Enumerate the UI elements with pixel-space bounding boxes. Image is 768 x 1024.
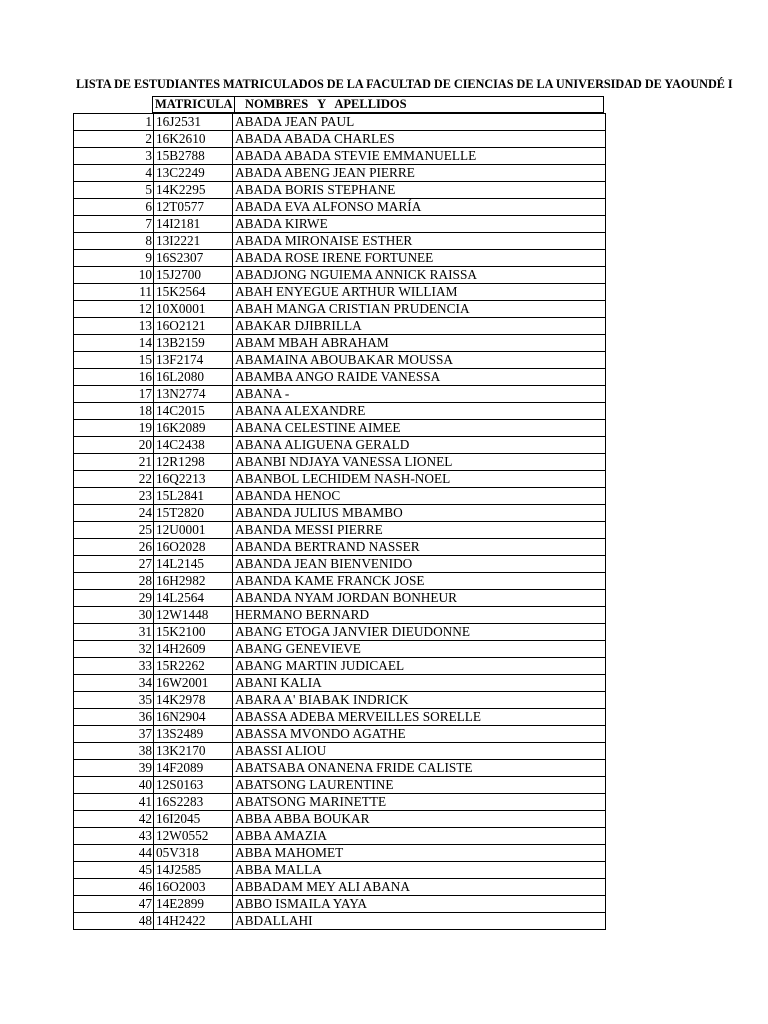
row-number: 47: [74, 896, 154, 913]
table-row: [74, 726, 606, 743]
name-cell: ABADA ABENG JEAN PIERRE: [233, 165, 606, 182]
row-number: 5: [74, 182, 154, 199]
row-number: 9: [74, 250, 154, 267]
table-row: [74, 267, 606, 284]
name-cell: ABANBOL LECHIDEM NASH-NOEL: [233, 471, 606, 488]
name-cell: ABANG MARTIN JUDICAEL: [233, 658, 606, 675]
row-number: 40: [74, 777, 154, 794]
row-number: 28: [74, 573, 154, 590]
name-cell: ABARA A' BIABAK INDRICK: [233, 692, 606, 709]
table-row: [74, 352, 606, 369]
matricula-cell: 16K2610: [154, 131, 233, 148]
table-row: [74, 488, 606, 505]
row-number: 16: [74, 369, 154, 386]
matricula-cell: 16Q2213: [154, 471, 233, 488]
matricula-cell: 15J2700: [154, 267, 233, 284]
table-row: [74, 879, 606, 896]
table-row: [74, 114, 606, 131]
row-number: 35: [74, 692, 154, 709]
matricula-cell: 12W1448: [154, 607, 233, 624]
table-row: [74, 182, 606, 199]
matricula-cell: 16S2283: [154, 794, 233, 811]
row-number: 37: [74, 726, 154, 743]
name-cell: ABANA ALEXANDRE: [233, 403, 606, 420]
row-number: 11: [74, 284, 154, 301]
table-row: [74, 403, 606, 420]
row-number: 43: [74, 828, 154, 845]
row-number: 13: [74, 318, 154, 335]
name-cell: ABANDA JEAN BIENVENIDO: [233, 556, 606, 573]
row-number: 34: [74, 675, 154, 692]
student-table-body: [74, 114, 606, 930]
row-number: 33: [74, 658, 154, 675]
matricula-cell: 16O2121: [154, 318, 233, 335]
table-row: [74, 539, 606, 556]
row-number: 7: [74, 216, 154, 233]
table-row: [74, 709, 606, 726]
matricula-cell: 05V318: [154, 845, 233, 862]
name-cell: ABBA MALLA: [233, 862, 606, 879]
name-cell: ABANDA MESSI PIERRE: [233, 522, 606, 539]
matricula-cell: 15R2262: [154, 658, 233, 675]
name-cell: ABBA AMAZIA: [233, 828, 606, 845]
name-cell: ABAMBA ANGO RAIDE VANESSA: [233, 369, 606, 386]
row-number: 42: [74, 811, 154, 828]
name-cell: ABANG GENEVIEVE: [233, 641, 606, 658]
table-row: [74, 148, 606, 165]
name-cell: ABBADAM MEY ALI ABANA: [233, 879, 606, 896]
table-row: [74, 896, 606, 913]
matricula-cell: 14L2564: [154, 590, 233, 607]
name-cell: ABASSA MVONDO AGATHE: [233, 726, 606, 743]
name-cell: ABANDA KAME FRANCK JOSE: [233, 573, 606, 590]
row-number: 45: [74, 862, 154, 879]
table-row: [74, 284, 606, 301]
matricula-cell: 13I2221: [154, 233, 233, 250]
name-cell: ABADA EVA ALFONSO MARÍA: [233, 199, 606, 216]
name-cell: ABADA KIRWE: [233, 216, 606, 233]
table-row: [74, 522, 606, 539]
name-cell: ABBA ABBA BOUKAR: [233, 811, 606, 828]
name-cell: ABADA ABADA CHARLES: [233, 131, 606, 148]
name-cell: ABANBI NDJAYA VANESSA LIONEL: [233, 454, 606, 471]
name-cell: ABASSI ALIOU: [233, 743, 606, 760]
matricula-cell: 13N2774: [154, 386, 233, 403]
matricula-cell: 15K2100: [154, 624, 233, 641]
name-cell: ABADA ABADA STEVIE EMMANUELLE: [233, 148, 606, 165]
name-cell: ABANA ALIGUENA GERALD: [233, 437, 606, 454]
row-number: 6: [74, 199, 154, 216]
table-row: [74, 913, 606, 930]
name-cell: ABADA BORIS STEPHANE: [233, 182, 606, 199]
table-header: [152, 96, 604, 113]
table-row: [74, 828, 606, 845]
name-cell: ABAMAINA ABOUBAKAR MOUSSA: [233, 352, 606, 369]
name-cell: ABANA CELESTINE AIMEE: [233, 420, 606, 437]
table-row: [74, 471, 606, 488]
matricula-cell: 16L2080: [154, 369, 233, 386]
row-number: 39: [74, 760, 154, 777]
name-cell: ABANDA JULIUS MBAMBO: [233, 505, 606, 522]
table-row: [74, 335, 606, 352]
matricula-cell: 14I2181: [154, 216, 233, 233]
matricula-cell: 15T2820: [154, 505, 233, 522]
matricula-cell: 12R1298: [154, 454, 233, 471]
row-number: 25: [74, 522, 154, 539]
matricula-cell: 13S2489: [154, 726, 233, 743]
row-number: 46: [74, 879, 154, 896]
row-number: 41: [74, 794, 154, 811]
row-number: 4: [74, 165, 154, 182]
table-row: [74, 199, 606, 216]
name-cell: ABANI KALIA: [233, 675, 606, 692]
matricula-cell: 16H2982: [154, 573, 233, 590]
table-row: [74, 607, 606, 624]
matricula-cell: 16K2089: [154, 420, 233, 437]
header-nombres: NOMBRES Y APELLIDOS: [245, 97, 407, 111]
matricula-cell: 16I2045: [154, 811, 233, 828]
row-number: 10: [74, 267, 154, 284]
name-cell: ABATSONG LAURENTINE: [233, 777, 606, 794]
table-row: [74, 301, 606, 318]
matricula-cell: 13F2174: [154, 352, 233, 369]
row-number: 20: [74, 437, 154, 454]
table-row: [74, 437, 606, 454]
table-row: [74, 369, 606, 386]
row-number: 15: [74, 352, 154, 369]
table-row: [74, 556, 606, 573]
name-cell: ABDALLAHI: [233, 913, 606, 930]
table-row: [74, 794, 606, 811]
matricula-cell: 16S2307: [154, 250, 233, 267]
matricula-cell: 14J2585: [154, 862, 233, 879]
row-number: 38: [74, 743, 154, 760]
row-number: 26: [74, 539, 154, 556]
table-row: [74, 318, 606, 335]
row-number: 21: [74, 454, 154, 471]
table-row: [74, 216, 606, 233]
table-row: [74, 811, 606, 828]
name-cell: ABBO ISMAILA YAYA: [233, 896, 606, 913]
row-number: 8: [74, 233, 154, 250]
matricula-cell: 14K2978: [154, 692, 233, 709]
matricula-cell: 16J2531: [154, 114, 233, 131]
name-cell: ABASSA ADEBA MERVEILLES SORELLE: [233, 709, 606, 726]
name-cell: HERMANO BERNARD: [233, 607, 606, 624]
row-number: 32: [74, 641, 154, 658]
table-row: [74, 658, 606, 675]
matricula-cell: 14E2899: [154, 896, 233, 913]
name-cell: ABANG ETOGA JANVIER DIEUDONNE: [233, 624, 606, 641]
name-cell: ABADA ROSE IRENE FORTUNEE: [233, 250, 606, 267]
row-number: 1: [74, 114, 154, 131]
table-row: [74, 454, 606, 471]
row-number: 3: [74, 148, 154, 165]
table-row: [74, 131, 606, 148]
table-row: [74, 641, 606, 658]
table-row: [74, 386, 606, 403]
header-matricula: MATRICULA: [153, 97, 235, 112]
table-row: [74, 624, 606, 641]
table-row: [74, 573, 606, 590]
matricula-cell: 12T0577: [154, 199, 233, 216]
matricula-cell: 16N2904: [154, 709, 233, 726]
matricula-cell: 16W2001: [154, 675, 233, 692]
table-row: [74, 675, 606, 692]
table-row: [74, 590, 606, 607]
matricula-cell: 13B2159: [154, 335, 233, 352]
table-row: [74, 233, 606, 250]
row-number: 44: [74, 845, 154, 862]
table-row: [74, 845, 606, 862]
name-cell: ABAH ENYEGUE ARTHUR WILLIAM: [233, 284, 606, 301]
matricula-cell: 15B2788: [154, 148, 233, 165]
matricula-cell: 14H2609: [154, 641, 233, 658]
row-number: 31: [74, 624, 154, 641]
name-cell: ABANDA NYAM JORDAN BONHEUR: [233, 590, 606, 607]
matricula-cell: 14L2145: [154, 556, 233, 573]
name-cell: ABANDA BERTRAND NASSER: [233, 539, 606, 556]
row-number: 36: [74, 709, 154, 726]
row-number: 23: [74, 488, 154, 505]
document-title: LISTA DE ESTUDIANTES MATRICULADOS DE LA FACULTAD DE CIENCIAS DE LA UNIVERSIDAD DE YAOUNDÉ I: [76, 77, 733, 91]
table-row: [74, 250, 606, 267]
row-number: 22: [74, 471, 154, 488]
matricula-cell: 15L2841: [154, 488, 233, 505]
matricula-cell: 13K2170: [154, 743, 233, 760]
table-row: [74, 777, 606, 794]
matricula-cell: 16O2003: [154, 879, 233, 896]
matricula-cell: 14H2422: [154, 913, 233, 930]
name-cell: ABADA JEAN PAUL: [233, 114, 606, 131]
row-number: 19: [74, 420, 154, 437]
matricula-cell: 10X0001: [154, 301, 233, 318]
matricula-cell: 14C2438: [154, 437, 233, 454]
table-row: [74, 862, 606, 879]
matricula-cell: 15K2564: [154, 284, 233, 301]
table-row: [74, 505, 606, 522]
matricula-cell: 14C2015: [154, 403, 233, 420]
name-cell: ABAH MANGA CRISTIAN PRUDENCIA: [233, 301, 606, 318]
table-row: [74, 760, 606, 777]
row-number: 17: [74, 386, 154, 403]
row-number: 18: [74, 403, 154, 420]
matricula-cell: 14F2089: [154, 760, 233, 777]
name-cell: ABANDA HENOC: [233, 488, 606, 505]
table-row: [74, 692, 606, 709]
name-cell: ABATSABA ONANENA FRIDE CALISTE: [233, 760, 606, 777]
name-cell: ABAKAR DJIBRILLA: [233, 318, 606, 335]
student-table: [73, 113, 606, 930]
name-cell: ABADJONG NGUIEMA ANNICK RAISSA: [233, 267, 606, 284]
name-cell: ABAM MBAH ABRAHAM: [233, 335, 606, 352]
table-row: [74, 165, 606, 182]
matricula-cell: 14K2295: [154, 182, 233, 199]
row-number: 2: [74, 131, 154, 148]
table-row: [74, 420, 606, 437]
row-number: 24: [74, 505, 154, 522]
matricula-cell: 12W0552: [154, 828, 233, 845]
matricula-cell: 16O2028: [154, 539, 233, 556]
row-number: 27: [74, 556, 154, 573]
name-cell: ABADA MIRONAISE ESTHER: [233, 233, 606, 250]
row-number: 14: [74, 335, 154, 352]
row-number: 48: [74, 913, 154, 930]
name-cell: ABANA -: [233, 386, 606, 403]
matricula-cell: 12S0163: [154, 777, 233, 794]
name-cell: ABBA MAHOMET: [233, 845, 606, 862]
name-cell: ABATSONG MARINETTE: [233, 794, 606, 811]
row-number: 29: [74, 590, 154, 607]
table-row: [74, 743, 606, 760]
matricula-cell: 12U0001: [154, 522, 233, 539]
row-number: 12: [74, 301, 154, 318]
row-number: 30: [74, 607, 154, 624]
matricula-cell: 13C2249: [154, 165, 233, 182]
